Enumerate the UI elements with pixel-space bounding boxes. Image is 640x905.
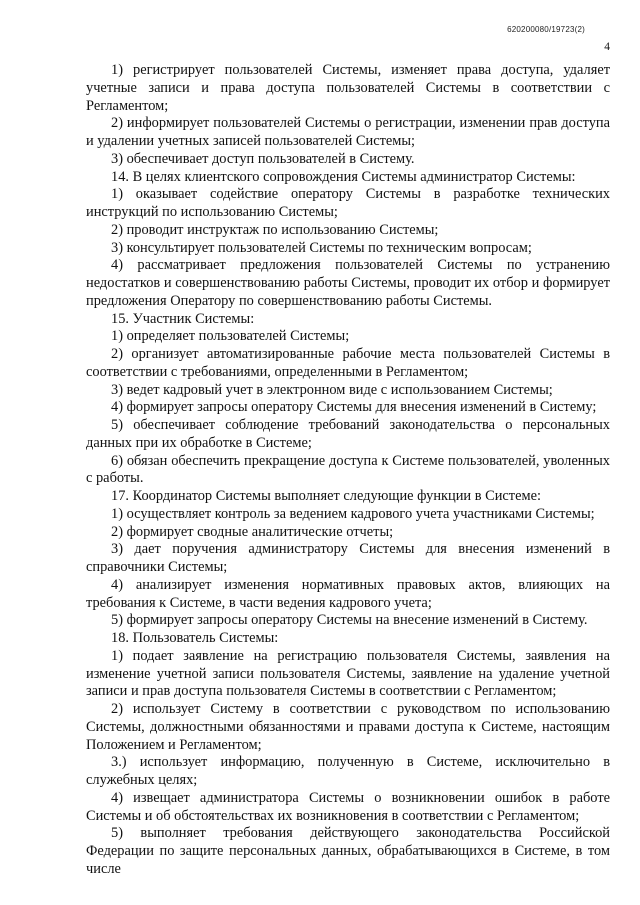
document-id: 620200080/19723(2) (507, 25, 585, 34)
paragraph: 6) обязан обеспечить прекращение доступа к Системе пользователей, уволенных с работы. (86, 452, 610, 487)
section-heading: 15. Участник Системы: (111, 310, 255, 327)
paragraph: 4) рассматривает предложения пользователей Системы по устранению недостатков и совершенствованию работы Системы, проводит их отбор и формирует предложения Оператору по совершенствованию работы Системы. (86, 257, 610, 309)
paragraph: 3) консультирует пользователей Системы по техническим вопросам; (111, 239, 532, 256)
section-heading: 14. В целях клиентского сопровождения Системы администратор Системы: (111, 168, 576, 185)
paragraph: 2) формирует сводные аналитические отчеты; (111, 523, 394, 540)
page-number: 4 (604, 41, 610, 53)
paragraph: 1) оказывает содействие оператору Системы в разработке технических инструкций по использованию Системы; (86, 186, 610, 220)
document-body (86, 62, 610, 879)
paragraph: 1) определяет пользователей Системы; (111, 328, 350, 345)
paragraph: 1) осуществляет контроль за ведением кадрового учета участниками Системы; (111, 505, 595, 522)
section-heading: 18. Пользователь Системы: (111, 630, 279, 646)
paragraph: 1) регистрирует пользователей Системы, изменяет права доступа, удаляет учетные записи и права доступа пользователей Системы в соответствии с Регламентом; (86, 62, 610, 114)
paragraph: 4) извещает администратора Системы о возникновении ошибок в работе Системы и об обстоятельствах их возникновения в соответствии с Регламентом; (86, 789, 610, 824)
paragraph: 3) дает поручения администратору Системы для внесения изменений в справочники Системы; (86, 541, 610, 575)
paragraph: 2) информирует пользователей Системы о регистрации, изменении прав доступа и удалении учетных записей пользователей Системы; (86, 115, 610, 149)
paragraph: 3.) использует информацию, полученную в Системе, исключительно в служебных целях; (86, 754, 610, 788)
paragraph: 4) анализирует изменения нормативных правовых актов, влияющих на требования к Системе, в части ведения кадрового учета; (86, 576, 610, 611)
section-heading: 17. Координатор Системы выполняет следующие функции в Системе: (111, 488, 541, 504)
paragraph: 2) проводит инструктаж по использованию Системы; (111, 221, 439, 238)
paragraph: 5) формирует запросы оператору Системы на внесение изменений в Систему. (111, 612, 588, 629)
paragraph: 3) обеспечивает доступ пользователей в Систему. (111, 150, 415, 167)
paragraph: 2) использует Систему в соответствии с руководством по использованию Системы, должностными обязанностями и правами доступа к Системе, настоящим Положением и Регламентом; (86, 701, 610, 753)
paragraph: 5) обеспечивает соблюдение требований законодательства о персональных данных при их обработке в Системе; (86, 417, 610, 451)
paragraph: 3) ведет кадровый учет в электронном виде с использованием Системы; (111, 381, 553, 398)
paragraph: 2) организует автоматизированные рабочие места пользователей Системы в соответствии с требованиями, определенными в Регламентом; (86, 346, 610, 380)
paragraph: 1) подает заявление на регистрацию пользователя Системы, заявления на изменение учетной записи пользователя Системы, заявление на удаление учетной записи и прав доступа пользователя Системы в соответствии с Регламентом; (86, 647, 610, 700)
paragraph: 4) формирует запросы оператору Системы для внесения изменений в Систему; (111, 399, 597, 416)
paragraph: 5) выполняет требования действующего законодательства Российской Федерации по защите персональных данных, обрабатывающихся в Системе, в том числе (86, 825, 610, 877)
